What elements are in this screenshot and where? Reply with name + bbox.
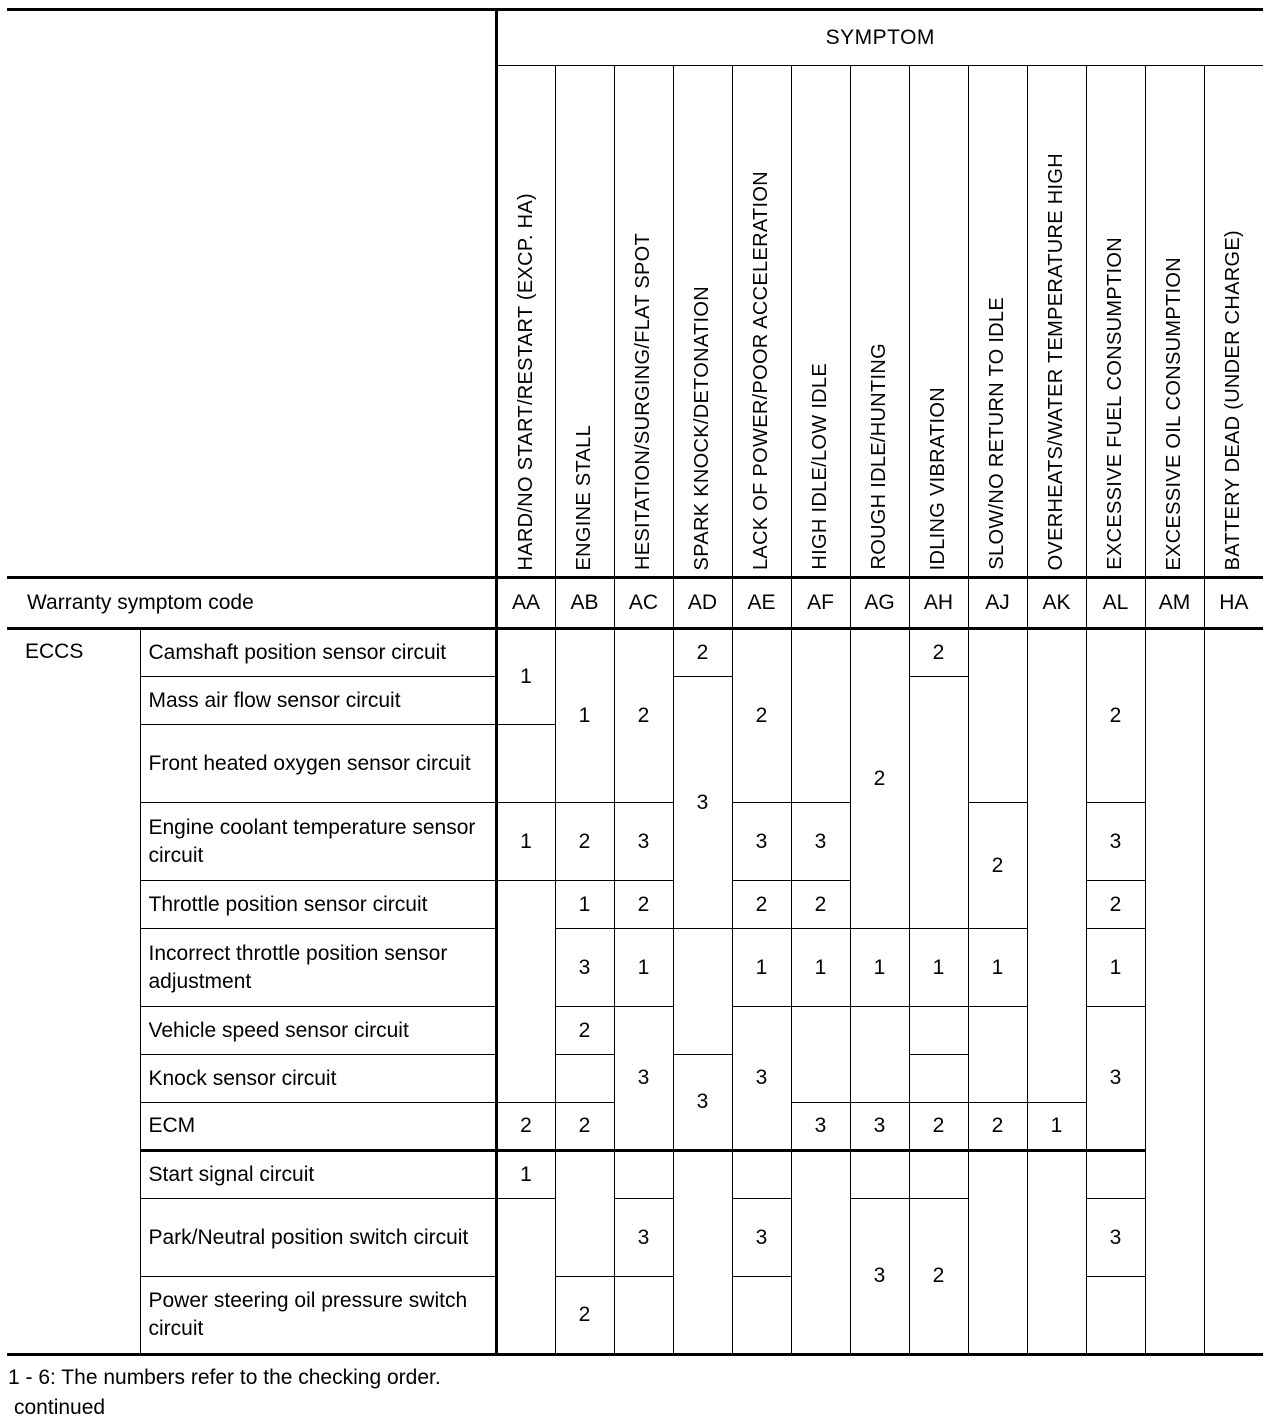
cell: 3 <box>673 1055 732 1151</box>
continued-label: continued <box>14 1396 106 1419</box>
cell: 3 <box>791 1103 850 1151</box>
cell: 2 <box>850 629 909 929</box>
row-label: Vehicle speed sensor circuit <box>140 1007 496 1055</box>
row-label: Power steering oil pressure switch circuit <box>140 1277 496 1355</box>
cell: 2 <box>968 803 1027 929</box>
row-label: Park/Neutral position switch circuit <box>140 1199 496 1277</box>
cell: 1 <box>1086 929 1145 1007</box>
cell: 1 <box>496 1151 555 1199</box>
code-ac: AC <box>614 578 673 629</box>
cell <box>673 929 732 1055</box>
cell: 2 <box>614 629 673 803</box>
symptom-col-aj: SLOW/NO RETURN TO IDLE <box>968 66 1027 578</box>
cell <box>791 1151 850 1355</box>
code-ae: AE <box>732 578 791 629</box>
code-ad: AD <box>673 578 732 629</box>
cell <box>673 1151 732 1355</box>
cell <box>1027 629 1086 1103</box>
cell: 3 <box>732 1199 791 1277</box>
cell: 2 <box>555 803 614 881</box>
cell <box>909 1007 968 1055</box>
cell <box>909 1151 968 1199</box>
cell: 3 <box>1086 1199 1145 1277</box>
cell <box>1204 629 1263 1355</box>
cell: 2 <box>1086 629 1145 803</box>
cell <box>1027 1151 1086 1355</box>
cell: 1 <box>968 929 1027 1007</box>
cell: 2 <box>732 881 791 929</box>
code-ab: AB <box>555 578 614 629</box>
cell <box>1086 1151 1145 1199</box>
cell: 2 <box>1086 881 1145 929</box>
cell <box>850 1007 909 1103</box>
cell <box>850 1151 909 1199</box>
code-ak: AK <box>1027 578 1086 629</box>
row-label: Throttle position sensor circuit <box>140 881 496 929</box>
cell: 2 <box>555 1007 614 1055</box>
system-label-eccs: ECCS <box>7 629 140 1355</box>
cell <box>791 1007 850 1103</box>
symptom-col-ah: IDLING VIBRATION <box>909 66 968 578</box>
cell <box>496 881 555 1103</box>
cell: 2 <box>732 629 791 803</box>
cell: 3 <box>614 803 673 881</box>
cell <box>555 1055 614 1103</box>
symptom-col-aa: HARD/NO START/RESTART (EXCP. HA) <box>496 66 555 578</box>
cell: 1 <box>791 929 850 1007</box>
symptom-col-af: HIGH IDLE/LOW IDLE <box>791 66 850 578</box>
cell: 3 <box>732 803 791 881</box>
code-aj: AJ <box>968 578 1027 629</box>
cell <box>614 1151 673 1199</box>
cell <box>496 725 555 803</box>
cell: 1 <box>909 929 968 1007</box>
row-label: Knock sensor circuit <box>140 1055 496 1103</box>
cell <box>909 1055 968 1103</box>
cell <box>968 629 1027 803</box>
code-ha: HA <box>1204 578 1263 629</box>
cell: 3 <box>732 1007 791 1151</box>
row-label: ECM <box>140 1103 496 1151</box>
symptom-header: SYMPTOM <box>496 10 1263 66</box>
cell: 2 <box>968 1103 1027 1151</box>
cell <box>555 1151 614 1277</box>
cell <box>968 1151 1027 1355</box>
cell: 3 <box>850 1103 909 1151</box>
symptom-col-ab: ENGINE STALL <box>555 66 614 578</box>
cell: 1 <box>732 929 791 1007</box>
cell <box>614 1277 673 1355</box>
row-label: Engine coolant temperature sensor circuit <box>140 803 496 881</box>
cell <box>909 677 968 929</box>
code-al: AL <box>1086 578 1145 629</box>
warranty-code-label: Warranty symptom code <box>7 578 496 629</box>
row-label: Start signal circuit <box>140 1151 496 1199</box>
cell: 3 <box>850 1199 909 1355</box>
cell: 3 <box>1086 803 1145 881</box>
row-label: Front heated oxygen sensor circuit <box>140 725 496 803</box>
cell: 2 <box>909 1199 968 1355</box>
cell: 1 <box>555 881 614 929</box>
cell: 2 <box>555 1103 614 1151</box>
cell: 3 <box>614 1007 673 1151</box>
row-label: Mass air flow sensor circuit <box>140 677 496 725</box>
cell <box>968 1007 1027 1103</box>
code-am: AM <box>1145 578 1204 629</box>
symptom-col-ae: LACK OF POWER/POOR ACCELERATION <box>732 66 791 578</box>
symptom-col-ad: SPARK KNOCK/DETONATION <box>673 66 732 578</box>
row-label: Camshaft position sensor circuit <box>140 629 496 677</box>
symptom-col-al: EXCESSIVE FUEL CONSUMPTION <box>1086 66 1145 578</box>
cell: 1 <box>614 929 673 1007</box>
cell: 2 <box>555 1277 614 1355</box>
symptom-col-ac: HESITATION/SURGING/FLAT SPOT <box>614 66 673 578</box>
symptom-col-ag: ROUGH IDLE/HUNTING <box>850 66 909 578</box>
row-label: Incorrect throttle position sensor adjustment <box>140 929 496 1007</box>
symptom-col-ha: BATTERY DEAD (UNDER CHARGE) <box>1204 66 1263 578</box>
code-ah: AH <box>909 578 968 629</box>
cell <box>1145 629 1204 1355</box>
cell: 3 <box>673 677 732 929</box>
cell: 2 <box>673 629 732 677</box>
cell: 3 <box>555 929 614 1007</box>
cell: 1 <box>850 929 909 1007</box>
cell: 2 <box>791 881 850 929</box>
cell <box>732 1277 791 1355</box>
cell: 2 <box>909 1103 968 1151</box>
code-ag: AG <box>850 578 909 629</box>
code-af: AF <box>791 578 850 629</box>
cell <box>732 1151 791 1199</box>
cell: 1 <box>496 629 555 725</box>
cell <box>1086 1277 1145 1355</box>
cell: 1 <box>1027 1103 1086 1151</box>
symptom-col-am: EXCESSIVE OIL CONSUMPTION <box>1145 66 1204 578</box>
cell <box>496 1199 555 1355</box>
cell: 3 <box>1086 1007 1145 1151</box>
cell: 3 <box>791 803 850 881</box>
symptom-col-ak: OVERHEATS/WATER TEMPERATURE HIGH <box>1027 66 1086 578</box>
cell: 3 <box>614 1199 673 1277</box>
cell: 2 <box>614 881 673 929</box>
cell: 1 <box>555 629 614 803</box>
cell <box>791 629 850 803</box>
cell: 1 <box>496 803 555 881</box>
code-aa: AA <box>496 578 555 629</box>
symptom-matrix-table <box>7 8 1263 1356</box>
cell: 2 <box>909 629 968 677</box>
footnote: 1 - 6: The numbers refer to the checking order. <box>8 1366 441 1389</box>
cell: 2 <box>496 1103 555 1151</box>
corner-cell <box>7 10 496 578</box>
